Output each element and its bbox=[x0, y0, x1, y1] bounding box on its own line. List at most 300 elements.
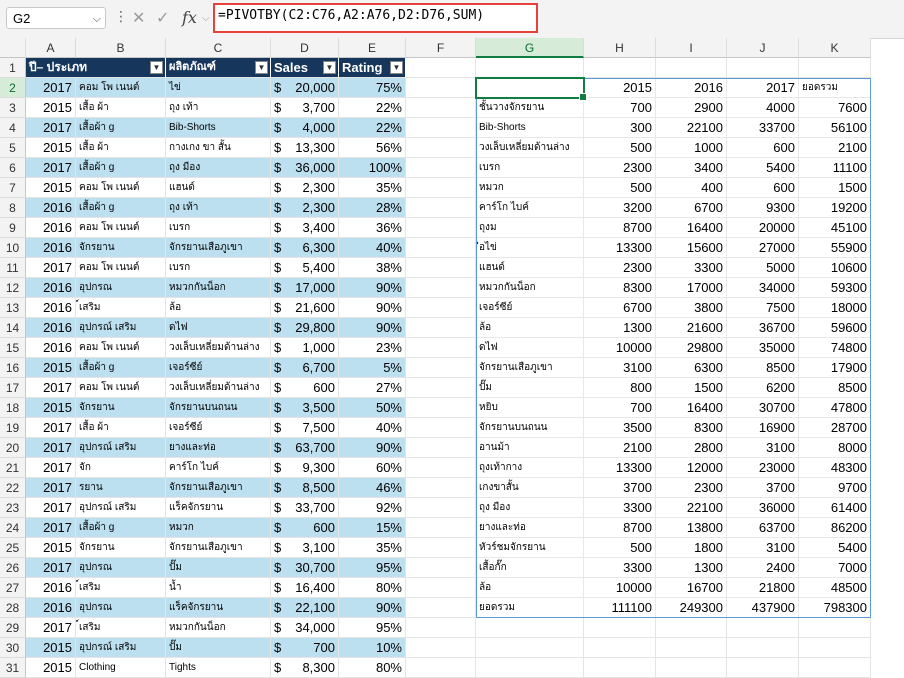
pivot-value-cell[interactable]: 16400 bbox=[656, 218, 727, 238]
empty-cell[interactable] bbox=[799, 58, 871, 78]
empty-cell[interactable] bbox=[476, 58, 584, 78]
empty-cell[interactable] bbox=[406, 398, 476, 418]
table-cell-product[interactable]: เบรก bbox=[166, 218, 271, 238]
row-header-23[interactable]: 23 bbox=[0, 498, 26, 518]
table-cell-sales[interactable]: 8,500 $ bbox=[271, 478, 339, 498]
pivot-value-cell[interactable]: 16400 bbox=[656, 398, 727, 418]
pivot-row-label[interactable]: คาร์โก ไบค์ bbox=[476, 198, 584, 218]
table-cell-year[interactable]: 2015 bbox=[26, 138, 76, 158]
table-cell-rating[interactable]: 80% bbox=[339, 658, 406, 678]
pivot-value-cell[interactable]: 15600 bbox=[656, 238, 727, 258]
row-header-3[interactable]: 3 bbox=[0, 98, 26, 118]
empty-cell[interactable] bbox=[406, 518, 476, 538]
empty-cell[interactable] bbox=[799, 638, 871, 658]
empty-cell[interactable] bbox=[406, 178, 476, 198]
pivot-row-label[interactable]: ือไข่ bbox=[476, 238, 584, 258]
table-cell-rating[interactable]: 95% bbox=[339, 618, 406, 638]
pivot-value-cell[interactable]: 8300 bbox=[656, 418, 727, 438]
table-cell-type[interactable]: อุปกรณ bbox=[76, 598, 166, 618]
empty-cell[interactable] bbox=[584, 658, 656, 678]
table-cell-rating[interactable]: 46% bbox=[339, 478, 406, 498]
row-header-14[interactable]: 14 bbox=[0, 318, 26, 338]
table-cell-type[interactable]: เสื้อผ้า g bbox=[76, 118, 166, 138]
table-cell-year[interactable]: 2016 bbox=[26, 218, 76, 238]
pivot-value-cell[interactable]: 700 bbox=[584, 398, 656, 418]
table-cell-sales[interactable]: 34,000 $ bbox=[271, 618, 339, 638]
pivot-value-cell[interactable]: 8700 bbox=[584, 518, 656, 538]
empty-cell[interactable] bbox=[406, 198, 476, 218]
pivot-value-cell[interactable]: 700 bbox=[584, 98, 656, 118]
pivot-value-cell[interactable]: 3400 bbox=[656, 158, 727, 178]
pivot-value-cell[interactable]: 21800 bbox=[727, 578, 799, 598]
pivot-row-label[interactable]: ล้อ bbox=[476, 578, 584, 598]
pivot-value-cell[interactable]: 18000 bbox=[799, 298, 871, 318]
pivot-value-cell[interactable]: 249300 bbox=[656, 598, 727, 618]
table-cell-rating[interactable]: 75% bbox=[339, 78, 406, 98]
pivot-value-cell[interactable]: 17000 bbox=[656, 278, 727, 298]
pivot-row-label[interactable]: เสื้อกั๊ก bbox=[476, 558, 584, 578]
table-cell-year[interactable]: 2015 bbox=[26, 398, 76, 418]
table-cell-type[interactable]: เสื้อผ้า g bbox=[76, 198, 166, 218]
pivot-value-cell[interactable]: 500 bbox=[584, 178, 656, 198]
row-header-15[interactable]: 15 bbox=[0, 338, 26, 358]
empty-cell[interactable] bbox=[406, 598, 476, 618]
pivot-value-cell[interactable]: 12000 bbox=[656, 458, 727, 478]
table-cell-product[interactable]: ยางและท่อ bbox=[166, 438, 271, 458]
empty-cell[interactable] bbox=[406, 298, 476, 318]
empty-cell[interactable] bbox=[406, 138, 476, 158]
pivot-value-cell[interactable]: 45100 bbox=[799, 218, 871, 238]
row-header-13[interactable]: 13 bbox=[0, 298, 26, 318]
name-box[interactable] bbox=[6, 7, 106, 29]
pivot-value-cell[interactable]: 27000 bbox=[727, 238, 799, 258]
filter-dropdown-icon[interactable]: ▼ bbox=[390, 61, 403, 74]
row-header-10[interactable]: 10 bbox=[0, 238, 26, 258]
pivot-value-cell[interactable]: 59300 bbox=[799, 278, 871, 298]
table-cell-year[interactable]: 2015 bbox=[26, 178, 76, 198]
pivot-value-cell[interactable]: 86200 bbox=[799, 518, 871, 538]
filter-dropdown-icon[interactable]: ▼ bbox=[150, 61, 163, 74]
table-cell-product[interactable]: ปั๊ม bbox=[166, 638, 271, 658]
table-cell-year[interactable]: 2017 bbox=[26, 158, 76, 178]
pivot-value-cell[interactable]: 13300 bbox=[584, 238, 656, 258]
table-cell-sales[interactable]: 22,100 $ bbox=[271, 598, 339, 618]
column-header-i[interactable]: I bbox=[656, 38, 727, 58]
table-cell-type[interactable]: คอม โพ เนนต์ bbox=[76, 338, 166, 358]
pivot-row-label[interactable]: จักรยานบนถนน bbox=[476, 418, 584, 438]
pivot-header-cell[interactable]: 2016 bbox=[656, 78, 727, 98]
table-cell-year[interactable]: 2017 bbox=[26, 258, 76, 278]
empty-cell[interactable] bbox=[406, 358, 476, 378]
column-header-d[interactable]: D bbox=[271, 38, 339, 58]
pivot-value-cell[interactable]: 5000 bbox=[727, 258, 799, 278]
table-cell-product[interactable]: ถุง มือง bbox=[166, 158, 271, 178]
pivot-value-cell[interactable]: 8500 bbox=[799, 378, 871, 398]
pivot-value-cell[interactable]: 13300 bbox=[584, 458, 656, 478]
table-cell-type[interactable]: อุปกรณ์ เสริม bbox=[76, 638, 166, 658]
pivot-value-cell[interactable]: 400 bbox=[656, 178, 727, 198]
table-cell-year[interactable]: 2017 bbox=[26, 78, 76, 98]
pivot-value-cell[interactable]: 3700 bbox=[727, 478, 799, 498]
pivot-value-cell[interactable]: 7000 bbox=[799, 558, 871, 578]
row-header-19[interactable]: 19 bbox=[0, 418, 26, 438]
row-header-30[interactable]: 30 bbox=[0, 638, 26, 658]
pivot-value-cell[interactable]: 2300 bbox=[584, 258, 656, 278]
table-cell-type[interactable]: คอม โพ เนนต์ bbox=[76, 218, 166, 238]
table-cell-year[interactable]: 2016 bbox=[26, 278, 76, 298]
pivot-value-cell[interactable]: 1500 bbox=[656, 378, 727, 398]
pivot-value-cell[interactable]: 10000 bbox=[584, 578, 656, 598]
pivot-value-cell[interactable]: 600 bbox=[727, 178, 799, 198]
pivot-value-cell[interactable]: 2900 bbox=[656, 98, 727, 118]
pivot-row-label[interactable]: ล้อ bbox=[476, 318, 584, 338]
empty-cell[interactable] bbox=[406, 158, 476, 178]
row-header-17[interactable]: 17 bbox=[0, 378, 26, 398]
table-cell-type[interactable]: ์เสริม bbox=[76, 298, 166, 318]
pivot-row-label[interactable]: ดไฟ bbox=[476, 338, 584, 358]
table-cell-rating[interactable]: 60% bbox=[339, 458, 406, 478]
empty-cell[interactable] bbox=[727, 58, 799, 78]
table-cell-year[interactable]: 2017 bbox=[26, 418, 76, 438]
empty-cell[interactable] bbox=[406, 638, 476, 658]
table-cell-sales[interactable]: 1,000 $ bbox=[271, 338, 339, 358]
empty-cell[interactable] bbox=[584, 618, 656, 638]
table-cell-type[interactable]: เสื้อผ้า g bbox=[76, 358, 166, 378]
row-header-9[interactable]: 9 bbox=[0, 218, 26, 238]
table-cell-year[interactable]: 2016 bbox=[26, 338, 76, 358]
pivot-value-cell[interactable]: 600 bbox=[727, 138, 799, 158]
table-cell-sales[interactable]: 5,400 $ bbox=[271, 258, 339, 278]
table-cell-type[interactable]: จักรยาน bbox=[76, 398, 166, 418]
empty-cell[interactable] bbox=[406, 438, 476, 458]
pivot-row-label[interactable]: หมวก bbox=[476, 178, 584, 198]
table-cell-type[interactable]: คอม โพ เนนต์ bbox=[76, 378, 166, 398]
empty-cell[interactable] bbox=[406, 378, 476, 398]
table-cell-rating[interactable]: 95% bbox=[339, 558, 406, 578]
table-cell-rating[interactable]: 40% bbox=[339, 418, 406, 438]
table-cell-type[interactable]: เสื้อผ้า g bbox=[76, 518, 166, 538]
table-cell-product[interactable]: เจอร์ซีย์ bbox=[166, 418, 271, 438]
table-cell-year[interactable]: 2017 bbox=[26, 518, 76, 538]
pivot-value-cell[interactable]: 2100 bbox=[584, 438, 656, 458]
table-cell-sales[interactable]: 36,000 $ bbox=[271, 158, 339, 178]
row-header-29[interactable]: 29 bbox=[0, 618, 26, 638]
pivot-value-cell[interactable]: 2300 bbox=[656, 478, 727, 498]
table-cell-sales[interactable]: 30,700 $ bbox=[271, 558, 339, 578]
row-header-26[interactable]: 26 bbox=[0, 558, 26, 578]
pivot-value-cell[interactable]: 36700 bbox=[727, 318, 799, 338]
pivot-value-cell[interactable]: 35000 bbox=[727, 338, 799, 358]
table-cell-product[interactable]: หมวกกันน็อก bbox=[166, 278, 271, 298]
table-cell-product[interactable]: จักรยานบนถนน bbox=[166, 398, 271, 418]
table-cell-product[interactable]: เบรก bbox=[166, 258, 271, 278]
table-cell-product[interactable]: เจอร์ซีย์ bbox=[166, 358, 271, 378]
table-cell-type[interactable]: คอม โพ เนนต์ bbox=[76, 78, 166, 98]
table-cell-type[interactable]: อุปกรณ์ เสริม bbox=[76, 438, 166, 458]
table-cell-type[interactable]: เสื้อ ผ้า bbox=[76, 418, 166, 438]
pivot-value-cell[interactable]: 16900 bbox=[727, 418, 799, 438]
empty-cell[interactable] bbox=[799, 618, 871, 638]
pivot-row-label[interactable]: ถุงม bbox=[476, 218, 584, 238]
table-cell-type[interactable]: จักรยาน bbox=[76, 238, 166, 258]
row-header-12[interactable]: 12 bbox=[0, 278, 26, 298]
table-cell-rating[interactable]: 50% bbox=[339, 398, 406, 418]
empty-cell[interactable] bbox=[406, 258, 476, 278]
row-header-16[interactable]: 16 bbox=[0, 358, 26, 378]
row-header-11[interactable]: 11 bbox=[0, 258, 26, 278]
empty-cell[interactable] bbox=[727, 618, 799, 638]
pivot-value-cell[interactable]: 3100 bbox=[727, 438, 799, 458]
table-cell-type[interactable]: คอม โพ เนนต์ bbox=[76, 258, 166, 278]
pivot-value-cell[interactable]: 500 bbox=[584, 538, 656, 558]
pivot-row-label[interactable]: แฮนด์ bbox=[476, 258, 584, 278]
table-cell-year[interactable]: 2016 bbox=[26, 578, 76, 598]
empty-cell[interactable] bbox=[406, 238, 476, 258]
pivot-row-label[interactable]: เกงขาสั้น bbox=[476, 478, 584, 498]
table-cell-sales[interactable]: 33,700 $ bbox=[271, 498, 339, 518]
column-header-f[interactable]: F bbox=[406, 38, 476, 58]
pivot-value-cell[interactable]: 437900 bbox=[727, 598, 799, 618]
select-all-corner[interactable] bbox=[0, 38, 26, 58]
table-cell-type[interactable]: อุปกรณ์ เสริม bbox=[76, 318, 166, 338]
table-cell-sales[interactable]: 9,300 $ bbox=[271, 458, 339, 478]
empty-cell[interactable] bbox=[727, 658, 799, 678]
table-cell-sales[interactable]: 600 $ bbox=[271, 518, 339, 538]
empty-cell[interactable] bbox=[584, 58, 656, 78]
table-cell-year[interactable]: 2015 bbox=[26, 638, 76, 658]
pivot-value-cell[interactable]: 2800 bbox=[656, 438, 727, 458]
pivot-value-cell[interactable]: 2300 bbox=[584, 158, 656, 178]
table-cell-sales[interactable]: 3,400 $ bbox=[271, 218, 339, 238]
empty-cell[interactable] bbox=[406, 578, 476, 598]
table-cell-type[interactable]: จัก bbox=[76, 458, 166, 478]
empty-cell[interactable] bbox=[406, 218, 476, 238]
table-cell-rating[interactable]: 56% bbox=[339, 138, 406, 158]
table-cell-year[interactable]: 2016 bbox=[26, 318, 76, 338]
pivot-value-cell[interactable]: 3300 bbox=[656, 258, 727, 278]
table-cell-rating[interactable]: 22% bbox=[339, 98, 406, 118]
row-header-24[interactable]: 24 bbox=[0, 518, 26, 538]
table-cell-sales[interactable]: 29,800 $ bbox=[271, 318, 339, 338]
empty-cell[interactable] bbox=[406, 618, 476, 638]
table-cell-rating[interactable]: 27% bbox=[339, 378, 406, 398]
pivot-value-cell[interactable]: 8000 bbox=[799, 438, 871, 458]
table-cell-year[interactable]: 2017 bbox=[26, 498, 76, 518]
table-cell-year[interactable]: 2017 bbox=[26, 478, 76, 498]
table-cell-product[interactable]: หมวก bbox=[166, 518, 271, 538]
table-cell-product[interactable]: ไข่ bbox=[166, 78, 271, 98]
pivot-row-label[interactable]: ปั๊ม bbox=[476, 378, 584, 398]
column-header-c[interactable]: C bbox=[166, 38, 271, 58]
pivot-value-cell[interactable]: 23000 bbox=[727, 458, 799, 478]
pivot-value-cell[interactable]: 17900 bbox=[799, 358, 871, 378]
pivot-value-cell[interactable]: 6700 bbox=[584, 298, 656, 318]
pivot-value-cell[interactable]: 3500 bbox=[584, 418, 656, 438]
empty-cell[interactable] bbox=[656, 618, 727, 638]
row-header-6[interactable]: 6 bbox=[0, 158, 26, 178]
table-cell-year[interactable]: 2015 bbox=[26, 658, 76, 678]
pivot-value-cell[interactable]: 3800 bbox=[656, 298, 727, 318]
table-cell-type[interactable]: Clothing bbox=[76, 658, 166, 678]
empty-cell[interactable] bbox=[584, 638, 656, 658]
table-cell-product[interactable]: ถุง เท้า bbox=[166, 198, 271, 218]
table-cell-sales[interactable]: 2,300 $ bbox=[271, 198, 339, 218]
empty-cell[interactable] bbox=[656, 638, 727, 658]
pivot-value-cell[interactable]: 8500 bbox=[727, 358, 799, 378]
pivot-value-cell[interactable]: 30700 bbox=[727, 398, 799, 418]
empty-cell[interactable] bbox=[656, 58, 727, 78]
formula-input[interactable]: =PIVOTBY(C2:C76,A2:A76,D2:D76,SUM) bbox=[218, 8, 485, 23]
table-cell-product[interactable]: คาร์โก ไบค์ bbox=[166, 458, 271, 478]
table-cell-type[interactable]: อุปกรณ์ เสริม bbox=[76, 498, 166, 518]
table-cell-product[interactable]: จักรยานเสือภูเขา bbox=[166, 238, 271, 258]
pivot-value-cell[interactable]: 48500 bbox=[799, 578, 871, 598]
pivot-value-cell[interactable]: 5400 bbox=[799, 538, 871, 558]
row-header-25[interactable]: 25 bbox=[0, 538, 26, 558]
empty-cell[interactable] bbox=[406, 78, 476, 98]
row-header-28[interactable]: 28 bbox=[0, 598, 26, 618]
table-cell-type[interactable]: ์เสริม bbox=[76, 578, 166, 598]
empty-cell[interactable] bbox=[406, 458, 476, 478]
pivot-header-cell[interactable]: ยอดรวม bbox=[799, 78, 871, 98]
pivot-value-cell[interactable]: 3300 bbox=[584, 498, 656, 518]
empty-cell[interactable] bbox=[476, 618, 584, 638]
table-cell-rating[interactable]: 35% bbox=[339, 178, 406, 198]
empty-cell[interactable] bbox=[406, 338, 476, 358]
empty-cell[interactable] bbox=[406, 558, 476, 578]
pivot-row-label[interactable]: ถุง มือง bbox=[476, 498, 584, 518]
empty-cell[interactable] bbox=[656, 658, 727, 678]
table-cell-type[interactable]: รยาน bbox=[76, 478, 166, 498]
pivot-value-cell[interactable]: 1300 bbox=[584, 318, 656, 338]
pivot-value-cell[interactable]: 5400 bbox=[727, 158, 799, 178]
pivot-row-label[interactable]: ยางและท่อ bbox=[476, 518, 584, 538]
pivot-value-cell[interactable]: 33700 bbox=[727, 118, 799, 138]
table-cell-rating[interactable]: 35% bbox=[339, 538, 406, 558]
pivot-row-label[interactable]: Bib-Shorts bbox=[476, 118, 584, 138]
table-cell-type[interactable]: เสื้อ ผ้า bbox=[76, 98, 166, 118]
pivot-value-cell[interactable]: 48300 bbox=[799, 458, 871, 478]
table-cell-product[interactable]: กางเกง ขา สั้น bbox=[166, 138, 271, 158]
table-cell-year[interactable]: 2016 bbox=[26, 198, 76, 218]
empty-cell[interactable] bbox=[476, 638, 584, 658]
table-cell-rating[interactable]: 90% bbox=[339, 298, 406, 318]
table-cell-product[interactable]: Tights bbox=[166, 658, 271, 678]
table-cell-rating[interactable]: 10% bbox=[339, 638, 406, 658]
chevron-down-icon[interactable]: ⌵ bbox=[92, 13, 101, 25]
table-cell-rating[interactable]: 22% bbox=[339, 118, 406, 138]
pivot-value-cell[interactable]: 55900 bbox=[799, 238, 871, 258]
cancel-icon[interactable]: ✕ bbox=[132, 8, 146, 27]
empty-cell[interactable] bbox=[406, 118, 476, 138]
pivot-row-label[interactable]: หัวร์ชมจักรยาน bbox=[476, 538, 584, 558]
empty-cell[interactable] bbox=[406, 58, 476, 78]
pivot-value-cell[interactable]: 56100 bbox=[799, 118, 871, 138]
column-header-a[interactable]: A bbox=[26, 38, 76, 58]
table-cell-type[interactable]: คอม โพ เนนต์ bbox=[76, 178, 166, 198]
pivot-header-cell[interactable] bbox=[476, 78, 584, 98]
table-cell-product[interactable]: น้ำ bbox=[166, 578, 271, 598]
table-cell-rating[interactable]: 15% bbox=[339, 518, 406, 538]
pivot-value-cell[interactable]: 1800 bbox=[656, 538, 727, 558]
pivot-value-cell[interactable]: 3100 bbox=[727, 538, 799, 558]
column-header-h[interactable]: H bbox=[584, 38, 656, 58]
pivot-value-cell[interactable]: 13800 bbox=[656, 518, 727, 538]
table-cell-year[interactable]: 2017 bbox=[26, 558, 76, 578]
pivot-value-cell[interactable]: 7500 bbox=[727, 298, 799, 318]
pivot-row-label[interactable]: หยิบ bbox=[476, 398, 584, 418]
empty-cell[interactable] bbox=[406, 478, 476, 498]
table-cell-year[interactable]: 2017 bbox=[26, 438, 76, 458]
table-cell-product[interactable]: แฮนด์ bbox=[166, 178, 271, 198]
table-cell-sales[interactable]: 16,400 $ bbox=[271, 578, 339, 598]
empty-cell[interactable] bbox=[406, 498, 476, 518]
empty-cell[interactable] bbox=[727, 638, 799, 658]
table-cell-product[interactable]: จักรยานเสือภูเขา bbox=[166, 538, 271, 558]
row-header-22[interactable]: 22 bbox=[0, 478, 26, 498]
row-header-7[interactable]: 7 bbox=[0, 178, 26, 198]
pivot-value-cell[interactable]: 1000 bbox=[656, 138, 727, 158]
table-cell-sales[interactable]: 6,300 $ bbox=[271, 238, 339, 258]
pivot-value-cell[interactable]: 28700 bbox=[799, 418, 871, 438]
table-cell-year[interactable]: 2016 bbox=[26, 298, 76, 318]
pivot-header-cell[interactable]: 2017 bbox=[727, 78, 799, 98]
pivot-value-cell[interactable]: 34000 bbox=[727, 278, 799, 298]
table-cell-rating[interactable]: 80% bbox=[339, 578, 406, 598]
table-cell-year[interactable]: 2017 bbox=[26, 458, 76, 478]
table-cell-rating[interactable]: 38% bbox=[339, 258, 406, 278]
row-header-8[interactable]: 8 bbox=[0, 198, 26, 218]
pivot-value-cell[interactable]: 11100 bbox=[799, 158, 871, 178]
table-cell-product[interactable]: หมวกกันน็อก bbox=[166, 618, 271, 638]
table-cell-year[interactable]: 2015 bbox=[26, 358, 76, 378]
table-cell-sales[interactable]: 4,000 $ bbox=[271, 118, 339, 138]
pivot-value-cell[interactable]: 10600 bbox=[799, 258, 871, 278]
pivot-row-label[interactable]: อานม้า bbox=[476, 438, 584, 458]
pivot-header-cell[interactable]: 2015 bbox=[584, 78, 656, 98]
pivot-value-cell[interactable]: 3300 bbox=[584, 558, 656, 578]
table-cell-rating[interactable]: 5% bbox=[339, 358, 406, 378]
pivot-value-cell[interactable]: 74800 bbox=[799, 338, 871, 358]
pivot-value-cell[interactable]: 8700 bbox=[584, 218, 656, 238]
table-cell-rating[interactable]: 92% bbox=[339, 498, 406, 518]
pivot-value-cell[interactable]: 3200 bbox=[584, 198, 656, 218]
table-cell-sales[interactable]: 13,300 $ bbox=[271, 138, 339, 158]
empty-cell[interactable] bbox=[406, 98, 476, 118]
pivot-value-cell[interactable]: 2100 bbox=[799, 138, 871, 158]
table-cell-product[interactable]: วงเล็บเหลี่ยมด้านล่าง bbox=[166, 378, 271, 398]
pivot-value-cell[interactable]: 3700 bbox=[584, 478, 656, 498]
row-header-31[interactable]: 31 bbox=[0, 658, 26, 678]
table-cell-sales[interactable]: 3,500 $ bbox=[271, 398, 339, 418]
table-cell-year[interactable]: 2015 bbox=[26, 538, 76, 558]
column-header-b[interactable]: B bbox=[76, 38, 166, 58]
pivot-value-cell[interactable]: 20000 bbox=[727, 218, 799, 238]
row-header-2[interactable]: 2 bbox=[0, 78, 26, 98]
pivot-value-cell[interactable]: 6300 bbox=[656, 358, 727, 378]
table-cell-year[interactable]: 2016 bbox=[26, 598, 76, 618]
table-cell-type[interactable]: อุปกรณ bbox=[76, 278, 166, 298]
pivot-value-cell[interactable]: 6200 bbox=[727, 378, 799, 398]
pivot-value-cell[interactable]: 22100 bbox=[656, 118, 727, 138]
table-cell-sales[interactable]: 20,000 $ bbox=[271, 78, 339, 98]
table-cell-type[interactable]: เสื้อ ผ้า bbox=[76, 138, 166, 158]
empty-cell[interactable] bbox=[406, 278, 476, 298]
table-cell-product[interactable]: แร็คจักรยาน bbox=[166, 498, 271, 518]
pivot-value-cell[interactable]: 10000 bbox=[584, 338, 656, 358]
pivot-row-label[interactable]: หมวกกันน็อก bbox=[476, 278, 584, 298]
table-cell-rating[interactable]: 90% bbox=[339, 438, 406, 458]
